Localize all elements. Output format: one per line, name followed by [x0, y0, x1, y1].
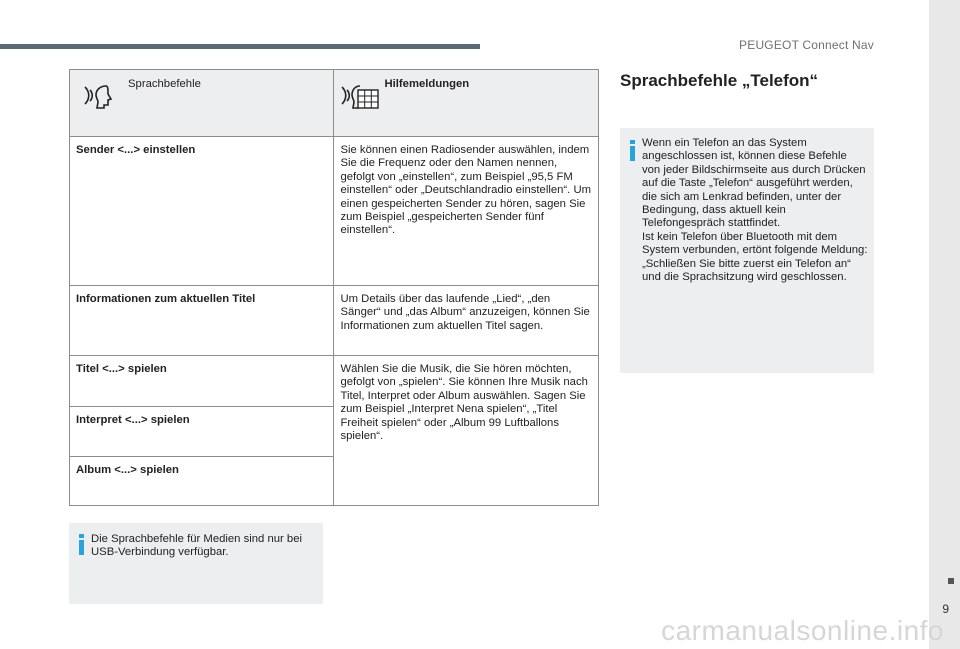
- media-info-note: [69, 523, 323, 604]
- command-cell: Album <...> spielen: [70, 457, 334, 506]
- telefon-section-title: Sprachbefehle „Telefon“: [620, 71, 819, 90]
- side-strip: [929, 0, 960, 649]
- info-icon: [79, 534, 87, 555]
- header-bar: [0, 44, 480, 49]
- header-cell-commands: [70, 70, 334, 137]
- info-icon: [630, 140, 638, 161]
- telefon-para-1: Wenn ein Telefon an das System angeschlossen ist, können diese Befehle von jeder Bildschirmseite aus durch Drücken auf die Taste „Telefon“ ausgeführt werden, die sich am Lenkrad befinden, unter der Bedingung, dass aktuell kein Telefongespräch stattfindet.: [642, 137, 866, 230]
- media-note-text: Die Sprachbefehle für Medien sind nur bei USB-Verbindung verfügbar.: [91, 533, 303, 559]
- telefon-para-2: Ist kein Telefon über Bluetooth mit dem System verbunden, ertönt folgende Meldung: „Schließen Sie bitte zuerst ein Telefon an“ und die Sprachsitzung wird geschlossen.: [642, 230, 868, 284]
- voice-command-table: [69, 69, 599, 506]
- help-cell: Wählen Sie die Musik, die Sie hören möchten, gefolgt von „spielen“. Sie können Ihre Musik nach Titel, Interpret oder Album auswählen. Sagen Sie zum Beispiel „Interpret Nena spielen“, „Titel Freiheit spielen“ oder „Album 99 Luftballons spielen“.: [334, 356, 599, 506]
- brand-title: PEUGEOT Connect Nav: [739, 38, 874, 52]
- voice-help-screen-icon: [340, 84, 380, 110]
- help-cell: Sie können einen Radiosender auswählen, indem Sie die Frequenz oder den Namen nennen, gefolgt von „einstellen“, zum Beispiel „95,5 FM einstellen“ oder „Deutschlandradio einstellen“. Um einen gespeicherten Sender zu hören, sagen Sie zum Beispiel „gespeicherten Sender fünf einstellen“.: [334, 137, 599, 286]
- command-cell: Informationen zum aktuellen Titel: [70, 286, 334, 356]
- table-header-row: [70, 70, 599, 137]
- header-help-label: Hilfemeldungen: [384, 78, 470, 90]
- header-commands-label: Sprachbefehle: [128, 78, 201, 90]
- table-row: [70, 356, 599, 407]
- table-row: [70, 286, 599, 356]
- watermark: carmanualsonline.info: [661, 615, 944, 646]
- command-cell: Sender <...> einstellen: [70, 137, 334, 286]
- page-number: 9: [942, 602, 949, 616]
- command-cell: Interpret <...> spielen: [70, 407, 334, 457]
- telefon-info-note: [620, 128, 874, 373]
- table-row: [70, 137, 599, 286]
- telefon-note-text: [642, 137, 868, 284]
- voice-command-icon: [82, 84, 116, 110]
- page-marker: [948, 578, 954, 584]
- command-cell: Titel <...> spielen: [70, 356, 334, 407]
- header-cell-help: [334, 70, 599, 137]
- help-cell: Um Details über das laufende „Lied“, „den Sänger“ und „das Album“ anzuzeigen, können Sie Informationen zum aktuellen Titel sagen.: [334, 286, 599, 356]
